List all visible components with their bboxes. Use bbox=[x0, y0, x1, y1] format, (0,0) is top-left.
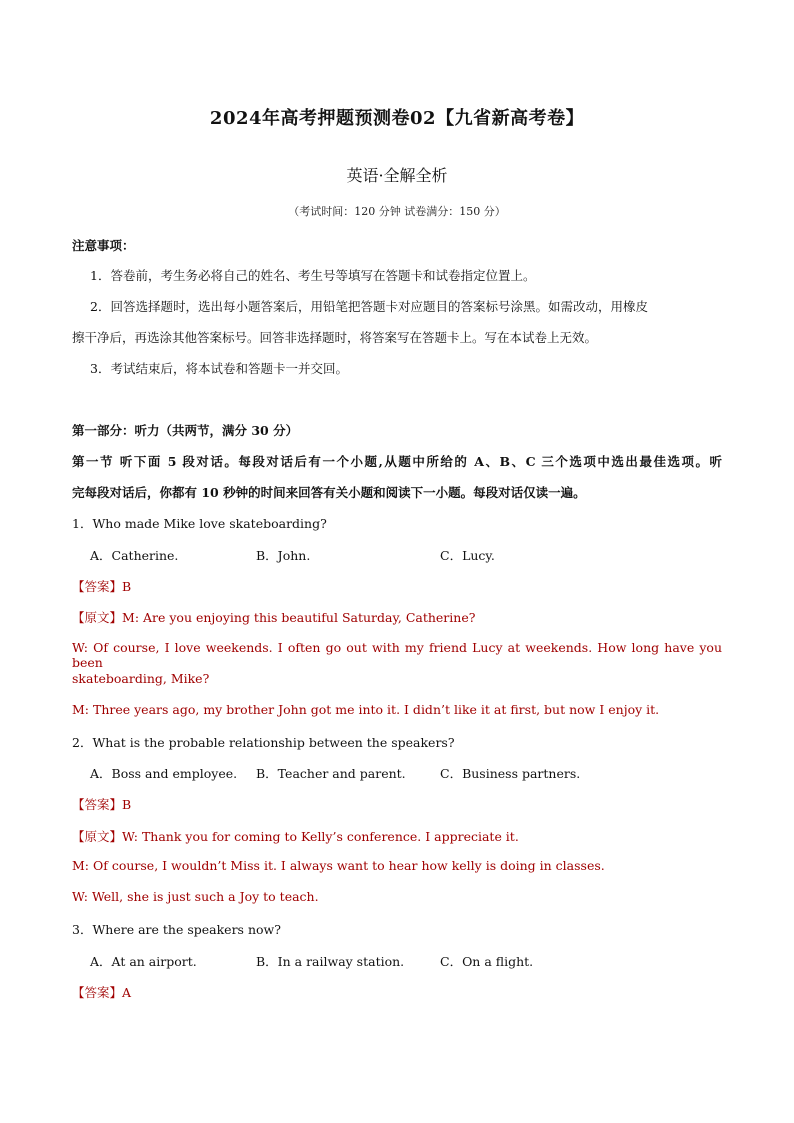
question-1-option-b: B．John. bbox=[256, 548, 311, 563]
question-3-option-b: B．In a railway station. bbox=[256, 954, 405, 969]
question-3-stem: 3．Where are the speakers now? bbox=[72, 922, 281, 937]
question-2-script-line-3: W: Well, she is just such a Joy to teach. bbox=[72, 889, 319, 904]
section-heading-1: 第一节 听下面 5 段对话。每段对话后有一个小题,从题中所给的 A、B、C 三个选项中选出最佳选项。听 bbox=[72, 454, 722, 469]
answer-value: B bbox=[122, 797, 132, 812]
question-3-option-c: C．On a flight. bbox=[440, 954, 534, 969]
answer-label: 【答案】 bbox=[72, 985, 123, 1000]
question-3-option-a: A．At an airport. bbox=[90, 954, 197, 969]
script-label: 【原文】 bbox=[72, 610, 123, 625]
question-1-answer bbox=[72, 577, 722, 595]
question-1-option-c: C．Lucy. bbox=[440, 548, 495, 563]
answer-label: 【答案】 bbox=[72, 579, 123, 594]
notice-item-1: 1．答卷前，考生务必将自己的姓名、考生号等填写在答题卡和试卷指定位置上。 bbox=[90, 268, 536, 283]
document-subtitle: 英语·全解全析 bbox=[346, 166, 448, 185]
question-2-stem: 2．What is the probable relationship between the speakers? bbox=[72, 735, 455, 750]
question-1-stem: 1．Who made Mike love skateboarding? bbox=[72, 516, 327, 531]
answer-value: A bbox=[122, 985, 132, 1000]
exam-meta: （考试时间：120 分钟 试卷满分：150 分） bbox=[288, 205, 506, 218]
question-1-script-line-2: W: Of course, I love weekends. I often go out with my friend Lucy at weekends. How long have you been bbox=[72, 640, 722, 670]
notice-heading: 注意事项： bbox=[72, 238, 135, 253]
answer-value: B bbox=[122, 579, 132, 594]
question-2-script-line-1: 【原文】W: Thank you for coming to Kelly’s conference. I appreciate it. bbox=[72, 829, 519, 844]
question-1-script-line-3: skateboarding, Mike? bbox=[72, 671, 210, 686]
question-2-answer bbox=[72, 795, 722, 813]
part-heading: 第一部分：听力（共两节，满分 30 分） bbox=[72, 423, 299, 438]
question-1-script-line-4: M: Three years ago, my brother John got me into it. I didn’t like it at first, but now I enjoy it. bbox=[72, 702, 660, 717]
script-label: 【原文】 bbox=[72, 829, 123, 844]
question-1-script-line-1: 【原文】M: Are you enjoying this beautiful Saturday, Catherine? bbox=[72, 610, 476, 625]
notice-item-2-cont: 擦干净后，再选涂其他答案标号。回答非选择题时，将答案写在答题卡上。写在本试卷上无效。 bbox=[72, 330, 598, 345]
question-2-option-b: B．Teacher and parent. bbox=[256, 766, 406, 781]
answer-label: 【答案】 bbox=[72, 797, 123, 812]
question-2-script-line-2: M: Of course, I wouldn’t Miss it. I always want to hear how kelly is doing in classes. bbox=[72, 858, 605, 873]
document-title: 2024年高考押题预测卷02【九省新高考卷】 bbox=[209, 108, 585, 129]
section-heading-2: 完每段对话后，你都有 10 秒钟的时间来回答有关小题和阅读下一小题。每段对话仅读一遍。 bbox=[72, 485, 586, 500]
question-2-option-a: A．Boss and employee. bbox=[90, 766, 238, 781]
notice-item-3: 3．考试结束后，将本试卷和答题卡一并交回。 bbox=[90, 361, 348, 376]
question-2-option-c: C．Business partners. bbox=[440, 766, 581, 781]
question-1-option-a: A．Catherine. bbox=[90, 548, 179, 563]
notice-item-2: 2．回答选择题时，选出每小题答案后，用铅笔把答题卡对应题目的答案标号涂黑。如需改动，用橡皮 bbox=[90, 299, 648, 314]
question-3-answer bbox=[72, 983, 722, 1001]
